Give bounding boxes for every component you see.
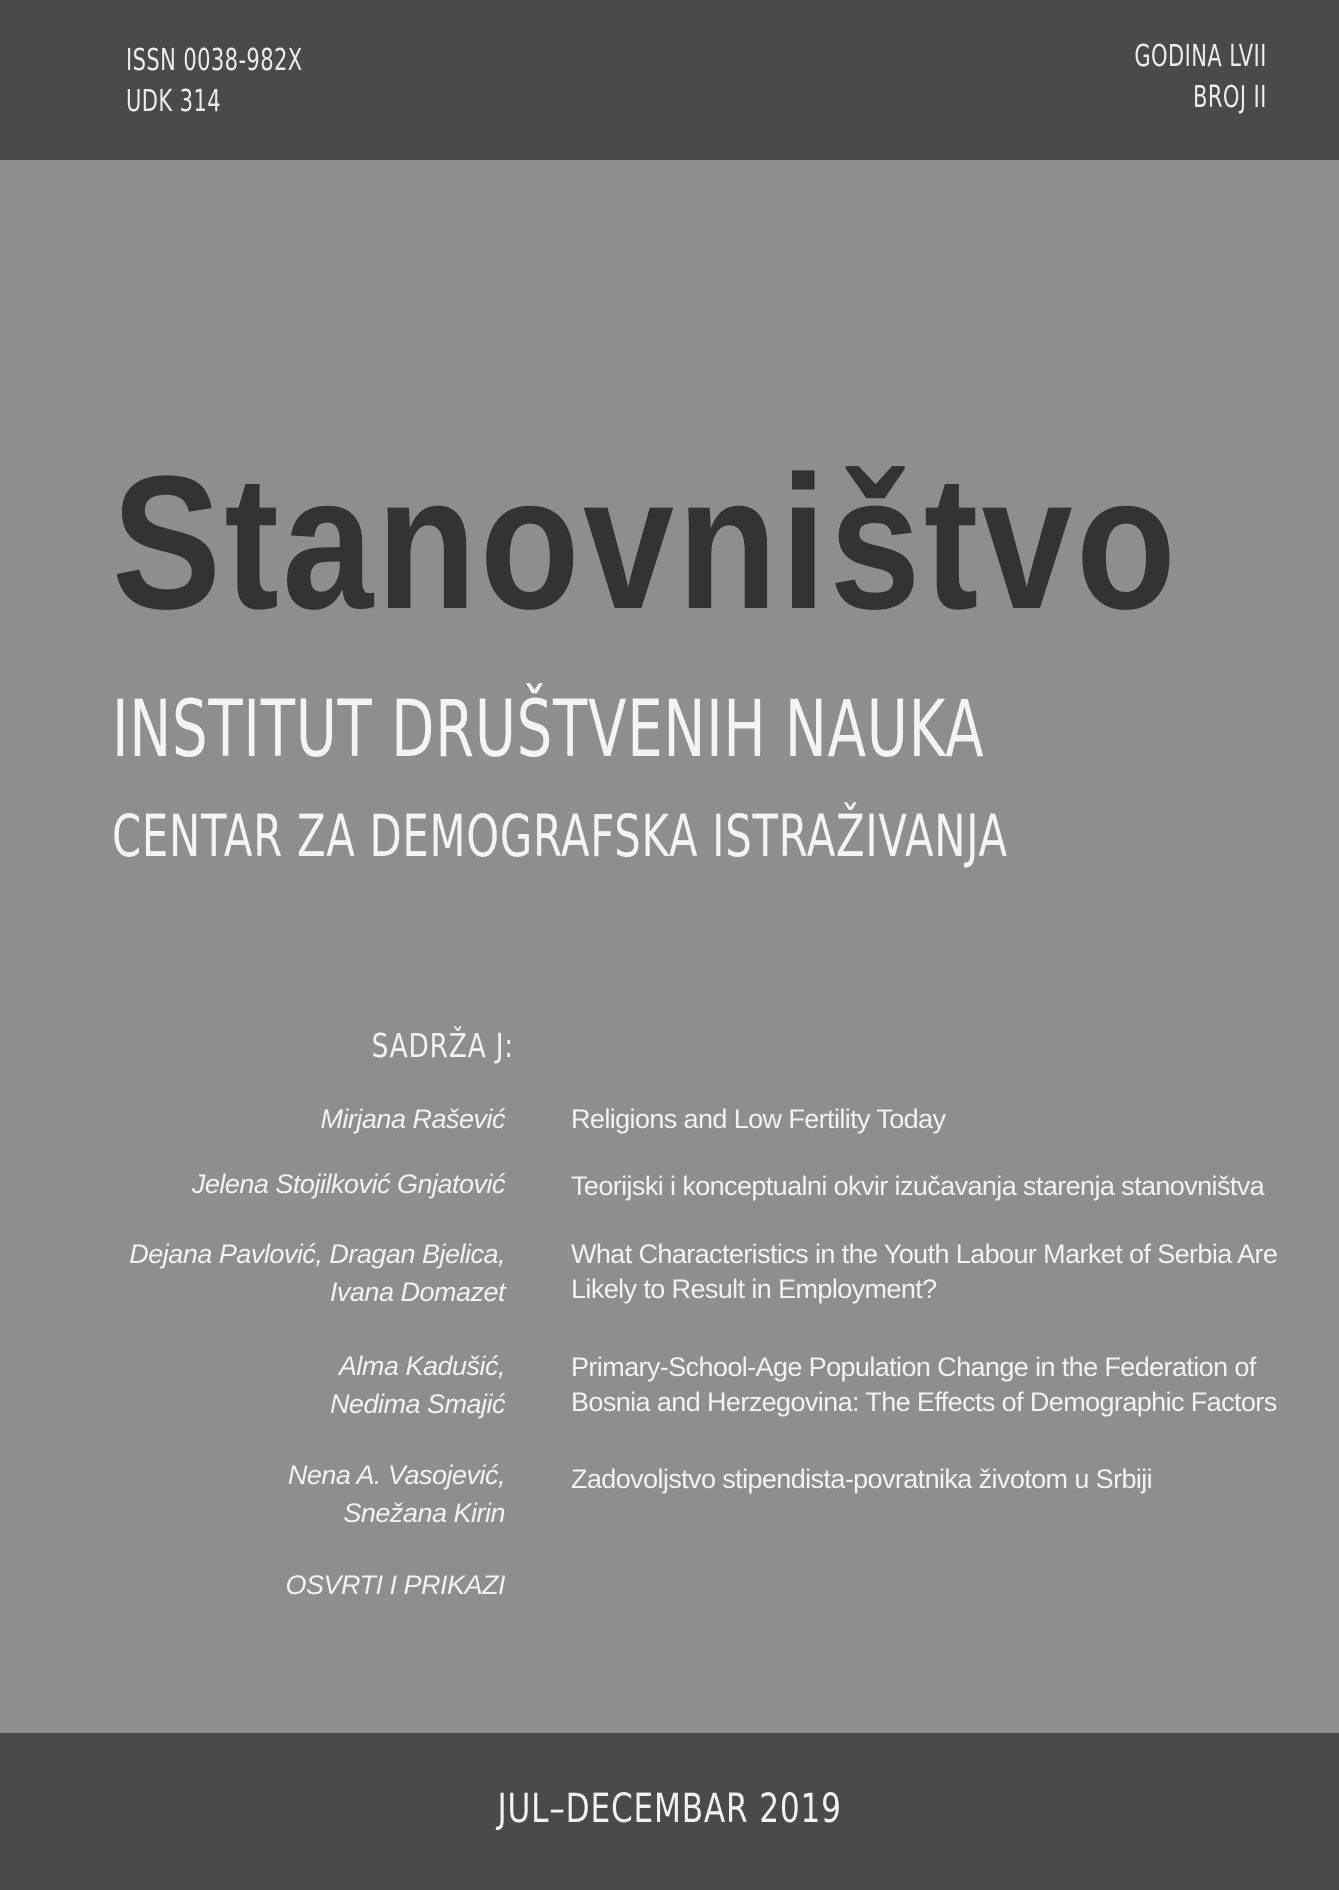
toc-author: Nena A. Vasojević, (287, 1460, 505, 1490)
toc-author: Nedima Smajić (329, 1389, 505, 1419)
toc-author: Snežana Kirin (343, 1498, 505, 1528)
issue-number: BROJ II (1193, 80, 1267, 115)
toc-title: Religions and Low Fertility Today (571, 1104, 946, 1134)
toc-title: Primary-School-Age Population Change in the Federation of (571, 1352, 1256, 1382)
toc-author: Jelena Stojilković Gnjatović (191, 1169, 505, 1199)
toc-titles-column (571, 0, 1278, 1890)
toc-title: Zadovoljstvo stipendista-povratnika životom u Srbiji (571, 1464, 1153, 1494)
contents-heading: SADRŽA J: (371, 1026, 514, 1065)
toc-title: Likely to Result in Employment? (571, 1274, 937, 1304)
issn: ISSN 0038-982X (126, 43, 303, 78)
toc-title: What Characteristics in the Youth Labour Market of Serbia Are (571, 1239, 1278, 1269)
toc-author: Dejana Pavlović, Dragan Bjelica, (129, 1239, 505, 1269)
institute-name: INSTITUT DRUŠTVENIH NAUKA (112, 685, 985, 775)
issue-date-container (0, 1786, 1339, 1832)
toc-section-reviews: OSVRTI I PRIKAZI (285, 1570, 505, 1600)
udk: UDK 314 (126, 84, 222, 119)
issue-date: JUL–DECEMBAR 2019 (497, 1786, 842, 1832)
year-volume: GODINA LVII (1134, 39, 1267, 74)
toc-author: Alma Kadušić, (338, 1351, 505, 1381)
journal-title: Stanovništvo (112, 437, 1180, 649)
toc-author: Mirjana Rašević (320, 1104, 505, 1134)
toc-title: Bosnia and Herzegovina: The Effects of Demographic Factors (571, 1387, 1277, 1417)
toc-title: Teorijski i konceptualni okvir izučavanja starenja stanovništva (571, 1171, 1265, 1201)
toc-author: Ivana Domazet (329, 1277, 505, 1307)
center-name: CENTAR ZA DEMOGRAFSKA ISTRAŽIVANJA (112, 802, 1008, 870)
toc-authors-column (0, 0, 505, 1890)
